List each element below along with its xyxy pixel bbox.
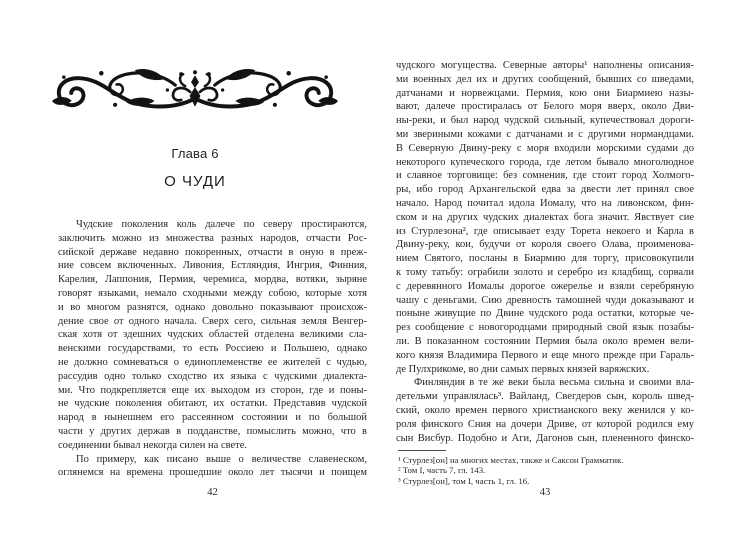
- paragraph: [396, 376, 694, 445]
- text-line: Чудские поколения коль далече по северу простираются,: [76, 219, 367, 230]
- text-line: с деревянного Иомалы дорогое ожерелье и взяли серебряную: [396, 280, 694, 292]
- text-line: чудского могущества. Северные авторы¹ наполнены описания-: [396, 60, 694, 71]
- text-line: некоторого купеческого города, где летом бывало многолюдное: [396, 156, 694, 168]
- text-line: рассудив одно только сходство их языка с чудскими диалекта-: [58, 370, 367, 382]
- text-line: говорят языками, немало сходными между собою, которые хотя: [58, 287, 367, 299]
- text-line: оглянемся на времена прошедшие около лет тысячи и поищем: [58, 467, 367, 479]
- text-line: рез сообщение с новогородцами природный свой язык позабы-: [396, 322, 694, 334]
- text-line: заключить можно из множества разных народов, отчасти Рос-: [58, 232, 367, 244]
- text-line: не должно сомневаться о единоплеменстве ее жителей с чудью,: [58, 356, 367, 368]
- paragraph: [58, 453, 367, 481]
- text-line: Двину-реку, кои, будучи от короля своего Олава, проименова-: [396, 239, 694, 251]
- text-line: и во многом разнятся, однако довольно показывают происхож-: [58, 301, 367, 313]
- text-line: поныне живущие по Двине чудского рода остатки, которые че-: [396, 308, 694, 320]
- ornament: [52, 66, 338, 114]
- floral-headpiece-ornament: [52, 66, 338, 114]
- text-line: ская хотя от здешних чудских областей отделена великими сла-: [58, 329, 367, 341]
- page-number: 43: [539, 487, 551, 498]
- left-page-body: [58, 218, 367, 480]
- text-line: ли. В показанном состоянии Пермия была около времен вели-: [396, 335, 694, 347]
- text-line: ский, около времен первого христианского веку женился у ко-: [396, 404, 694, 416]
- text-line: венскими государствами, то есть Россиею и Польшею, однако: [58, 343, 367, 355]
- text-line: к тому татьбу: ограбили золото и серебро из кладбищ, сорвали: [396, 266, 694, 278]
- text-line: нием Святого, посланы в Биармию для торгу, присовокупили: [396, 253, 694, 265]
- paragraph: [396, 59, 694, 376]
- left-page: [58, 0, 367, 540]
- text-line: роля финского Сния на дочери Дриве, от которой родился ему: [396, 418, 694, 430]
- page-number: 42: [207, 487, 218, 498]
- text-line: не чудские поколения обитают, их остатки. Представив чудской: [58, 398, 367, 410]
- text-line: народ в нынешнем его рассеянном состоянии и по большой: [58, 412, 367, 424]
- footnote-divider: [398, 450, 446, 451]
- text-line: По примеру, как писано выше о величестве славенеском,: [76, 453, 367, 465]
- text-line: части у других держав в подданстве, помыслить можно, что в: [58, 425, 367, 437]
- chapter-number: Глава 6: [171, 146, 219, 161]
- text-line: ми звериными кожами с датчанами и с другими нормандцами.: [396, 128, 694, 140]
- text-line: из Стурлезона², где описывает езду Торета некоего и Карла в: [396, 225, 694, 237]
- paragraph: [58, 218, 367, 453]
- text-line: ми военных дел их и других сообщений, бывших со шведами,: [396, 73, 694, 85]
- text-line: ми. Что подкрепляется еще их выходом из сторон, где и поны-: [58, 384, 367, 396]
- text-line: дение свое от одного начала. Сверх сего, сильная земля Венгер-: [58, 315, 367, 327]
- footnote-line: ¹ Стурлез[он] на многих местах, также и Саксон Грамматик.: [398, 455, 624, 465]
- text-line: кого князя Владимира Первого и еще много прежде при Гараль-: [396, 349, 694, 361]
- text-line: ском и на других чудских диалектах бога значит. Явствует сие: [396, 211, 694, 223]
- chapter-title: О ЧУДИ: [164, 173, 226, 190]
- text-line: датчанами и норвежцами. Пермия, кою они Биармиею назы-: [396, 87, 694, 99]
- text-line: сийской державе недавно покоренных, отчасти в оную в преж-: [58, 246, 367, 258]
- text-line: вают, далече простиралась от Белого моря вверх, около Дви-: [396, 101, 694, 113]
- text-line: Карелия, Лаппония, Пермия, черемиса, мордва, вотяки, зыряне: [58, 274, 367, 286]
- text-line: ры, ибо город Архангельской едва за двести лет принял свое: [396, 184, 694, 196]
- text-line: сын Висбур. Подобно и Аги, Дагонов сын, плененного финско-: [396, 432, 694, 444]
- text-line: соединении бывал некогда силен на свете.: [58, 439, 248, 451]
- footnote-line: ³ Стурлез[он], том I, часть 1, гл. 16.: [398, 475, 530, 486]
- right-page-body: [396, 59, 694, 445]
- footnotes: [398, 455, 694, 486]
- text-line: де Пулхрикоме, во дни самых первых князей варяжских.: [396, 363, 650, 375]
- text-line: и славное торговище: без сомнения, где стоит город Холмого-: [396, 170, 694, 182]
- text-line: В Северную Двину-реку с моря входили морскими судами до: [396, 142, 694, 154]
- footnote-line: ² Том I, часть 7, гл. 143.: [398, 465, 486, 476]
- text-line: детельми управлялась³. Вайланд, Свегдеров сын, король швед-: [396, 391, 694, 403]
- text-line: начало. Народ почитал идола Иомалу, что на ливонском, фин-: [396, 197, 694, 209]
- text-line: ны-реки, и был народ чудской сильный, купечествовал дороги-: [396, 115, 694, 127]
- text-line: ние совсем включенных. Ливония, Естляндия, Ингрия, Финния,: [58, 260, 367, 272]
- right-page: [396, 0, 694, 540]
- text-line: Финляндия в те же веки была весьма сильна и своими вла-: [414, 377, 694, 389]
- text-line: чашу с деньгами. Сию древность тамошней чуди доказывают и: [396, 294, 694, 306]
